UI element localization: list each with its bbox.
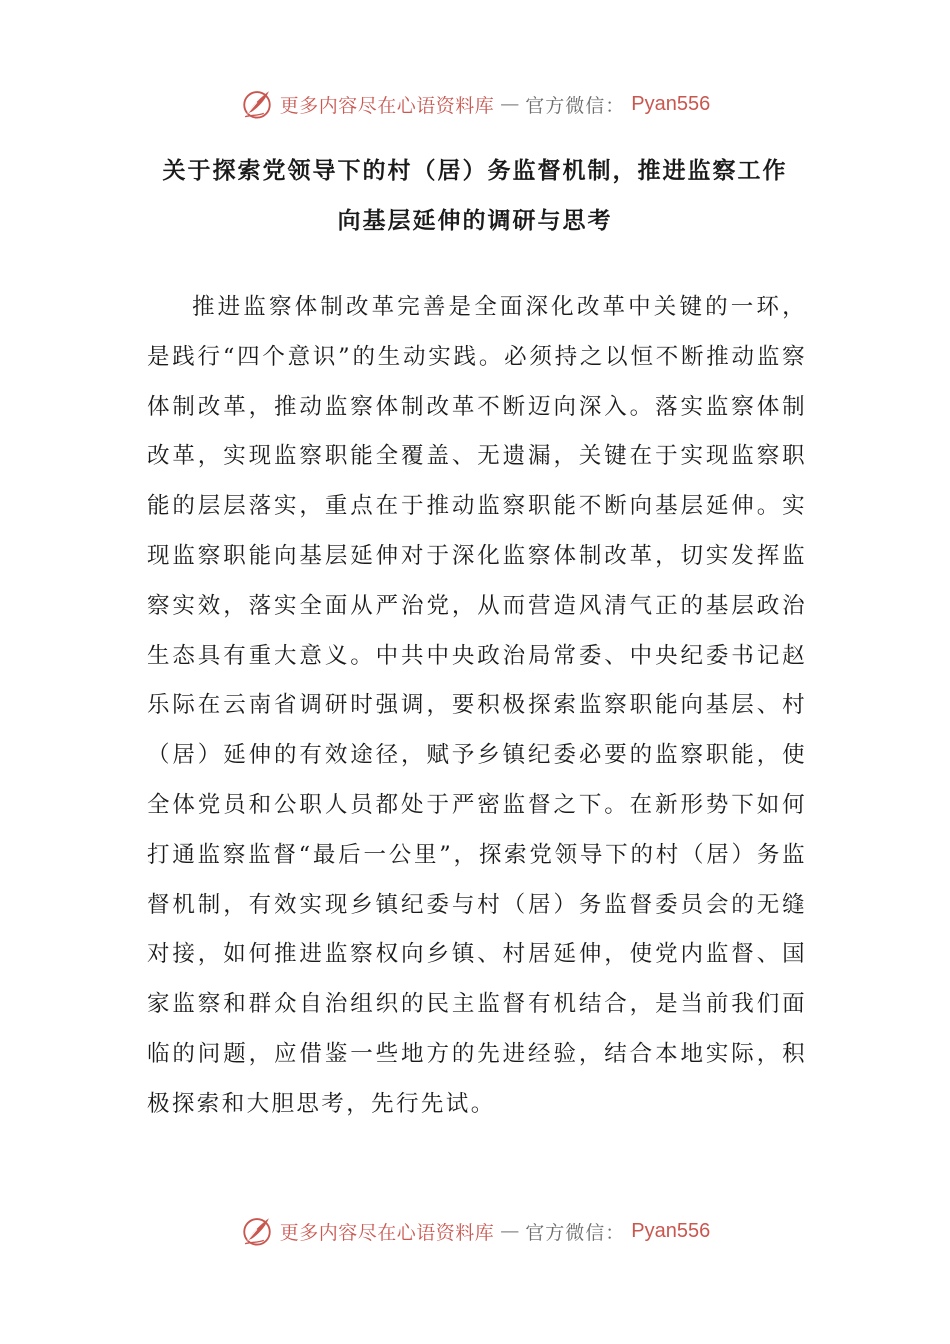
header-watermark bbox=[0, 84, 950, 124]
footer-watermark bbox=[0, 1211, 950, 1251]
watermark-dash: — bbox=[500, 93, 520, 115]
watermark-dash: — bbox=[500, 1220, 520, 1242]
quill-logo-icon bbox=[240, 1214, 274, 1248]
body-paragraph: 推进监察体制改革完善是全面深化改革中关键的一环，是践行“四个意识”的生动实践。必须持之以恒不断推动监察体制改革，推动监察体制改革不断迈向深入。落实监察体制改革，实现监察职能全覆盖、无遗漏，关键在于实现监察职能的层层落实，重点在于推动监察职能不断向基层延伸。实现监察职能向基层延伸对于深化监察体制改革，切实发挥监察实效，落实全面从严治党，从而营造风清气正的基层政治生态具有重大意义。中共中央政治局常委、中央纪委书记赵乐际在云南省调研时强调，要积极探索监察职能向基层、村（居）延伸的有效途径，赋予乡镇纪委必要的监察职能，使全体党员和公职人员都处于严密监督之下。在新形势下如何打通监察监督“最后一公里”，探索党领导下的村（居）务监督机制，有效实现乡镇纪委与村（居）务监督委员会的无缝对接，如何推进监察权向乡镇、村居延伸，使党内监督、国家监察和群众自治组织的民主监督有机结合，是当前我们面临的问题，应借鉴一些地方的先进经验，结合本地实际，积极探索和大胆思考，先行先试。 bbox=[147, 294, 807, 1117]
watermark-wechat-id: Pyan556 bbox=[631, 92, 711, 115]
watermark-official-label: 官方微信： bbox=[525, 1221, 626, 1244]
quill-logo-icon bbox=[240, 87, 274, 121]
watermark-text: 更多内容尽在心语资料库 bbox=[279, 1221, 495, 1244]
watermark-wechat-id: Pyan556 bbox=[631, 1219, 711, 1242]
title-line-2: 向基层延伸的调研与思考 bbox=[337, 208, 613, 234]
watermark-text: 更多内容尽在心语资料库 bbox=[279, 94, 495, 117]
document-title bbox=[140, 146, 810, 246]
title-line-1: 关于探索党领导下的村（居）务监督机制，推进监察工作 bbox=[162, 158, 788, 184]
watermark-official-label: 官方微信： bbox=[525, 94, 626, 117]
